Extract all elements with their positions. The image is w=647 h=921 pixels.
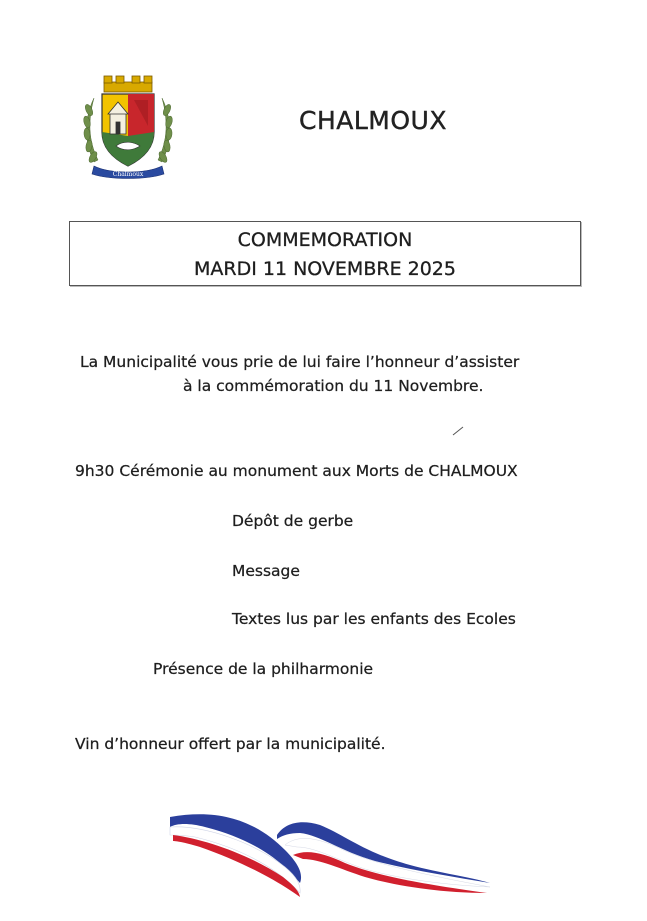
program-philharmonie: Présence de la philharmonie (153, 660, 374, 678)
banner-title: COMMEMORATION (237, 229, 413, 251)
title-banner (69, 221, 581, 286)
french-flag-ribbon-icon (165, 805, 495, 900)
closing-line: Vin d’honneur offert par la municipalité. (75, 735, 386, 753)
program-item: Dépôt de gerbe (232, 512, 354, 530)
program-item: Message (232, 562, 300, 580)
invitation-line-2: à la commémoration du 11 Novembre. (183, 377, 484, 395)
program-main: 9h30 Cérémonie au monument aux Morts de CHALMOUX (75, 462, 518, 480)
banner-date: MARDI 11 NOVEMBRE 2025 (194, 258, 456, 280)
town-name: CHALMOUX (299, 106, 447, 135)
crest-motto: Chalmoux (112, 171, 144, 178)
invitation-line-1: La Municipalité vous prie de lui faire l’honneur d’assister (80, 353, 520, 371)
stray-mark (452, 426, 464, 436)
program-item: Textes lus par les enfants des Ecoles (232, 610, 516, 628)
coat-of-arms-icon (80, 70, 176, 180)
